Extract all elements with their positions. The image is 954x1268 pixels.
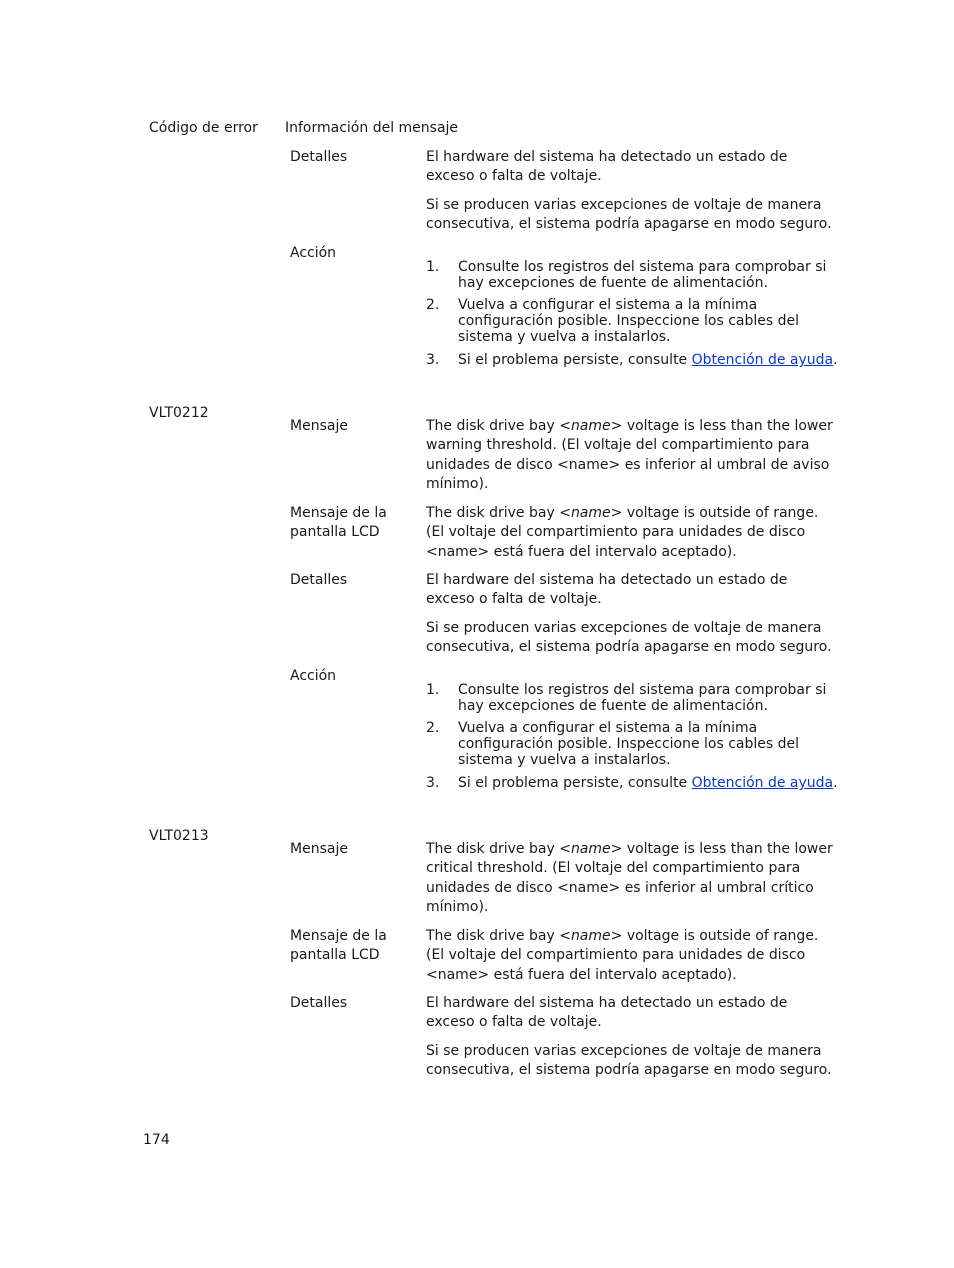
column-header-error-code: Código de error [149,120,258,136]
lcd-message-label: Mensaje de la pantalla LCD [290,928,387,963]
message-text [426,417,836,494]
details-label: Detalles [290,995,348,1011]
error-code: VLT0213 [149,828,209,844]
details-label: Detalles [290,149,348,165]
list-text-prefix: Si el problema persiste, consulte [458,352,692,368]
message-text-part: > voltage is less than the lower warning threshold. (El voltaje del compartimiento para unidades de disco <name> es inferior al umbral de aviso mínimo). [426,418,833,492]
details-text: El hardware del sistema ha detectado un estado de exceso o falta de voltaje. [426,572,788,608]
lcd-name-placeholder: name [570,505,611,521]
details-label: Detalles [290,572,348,588]
list-text-suffix: . [833,352,838,368]
column-header-message-info: Información del mensaje [285,120,459,136]
page-number: 174 [143,1132,170,1148]
list-number: 3. [426,775,440,791]
list-text: Consulte los registros del sistema para comprobar si hay excepciones de fuente de alimentación. [458,259,827,291]
lcd-name-placeholder: name [570,928,611,944]
list-text: Vuelva a configurar el sistema a la mínima configuración posible. Inspeccione los cables del sistema y vuelva a instalarlos. [458,720,800,768]
action-label: Acción [290,245,337,261]
list-number: 2. [426,297,440,313]
list-number: 2. [426,720,440,736]
message-name-placeholder: name [570,418,611,434]
lcd-text-part: The disk drive bay < [426,505,571,521]
message-text [426,840,836,917]
list-text-prefix: Si el problema persiste, consulte [458,775,692,791]
help-link[interactable]: Obtención de ayuda [691,775,834,791]
message-text-part: The disk drive bay < [426,418,571,434]
lcd-text-part: > voltage is outside of range. (El voltaje del compartimiento para unidades de disco <name> está fuera del intervalo aceptado). [426,505,819,560]
lcd-message-text [426,927,836,985]
details-text-2: Si se producen varias excepciones de voltaje de manera consecutiva, el sistema podría apagarse en modo seguro. [426,620,832,656]
lcd-text-part: The disk drive bay < [426,928,571,944]
details-text: El hardware del sistema ha detectado un estado de exceso o falta de voltaje. [426,995,788,1031]
list-text: Vuelva a configurar el sistema a la mínima configuración posible. Inspeccione los cables del sistema y vuelva a instalarlos. [458,297,800,345]
message-name-placeholder: name [570,841,611,857]
details-text-2: Si se producen varias excepciones de voltaje de manera consecutiva, el sistema podría apagarse en modo seguro. [426,1043,832,1079]
lcd-text-part: > voltage is outside of range. (El voltaje del compartimiento para unidades de disco <name> está fuera del intervalo aceptado). [426,928,819,983]
list-number: 3. [426,352,440,368]
details-text-2: Si se producen varias excepciones de voltaje de manera consecutiva, el sistema podría apagarse en modo seguro. [426,197,832,233]
lcd-message-text [426,504,836,562]
list-text: Consulte los registros del sistema para comprobar si hay excepciones de fuente de alimentación. [458,682,827,714]
list-text [458,775,838,791]
lcd-message-label: Mensaje de la pantalla LCD [290,505,387,540]
message-text-part: The disk drive bay < [426,841,571,857]
list-text-suffix: . [833,775,838,791]
details-text: El hardware del sistema ha detectado un estado de exceso o falta de voltaje. [426,149,788,185]
list-text [458,352,838,368]
message-label: Mensaje [290,418,348,434]
action-label: Acción [290,668,337,684]
help-link[interactable]: Obtención de ayuda [691,352,834,368]
message-label: Mensaje [290,841,348,857]
list-number: 1. [426,259,440,275]
message-text-part: > voltage is less than the lower critical threshold. (El voltaje del compartimiento para unidades de disco <name> es inferior al umbral crítico mínimo). [426,841,833,915]
list-number: 1. [426,682,440,698]
error-code: VLT0212 [149,405,209,421]
